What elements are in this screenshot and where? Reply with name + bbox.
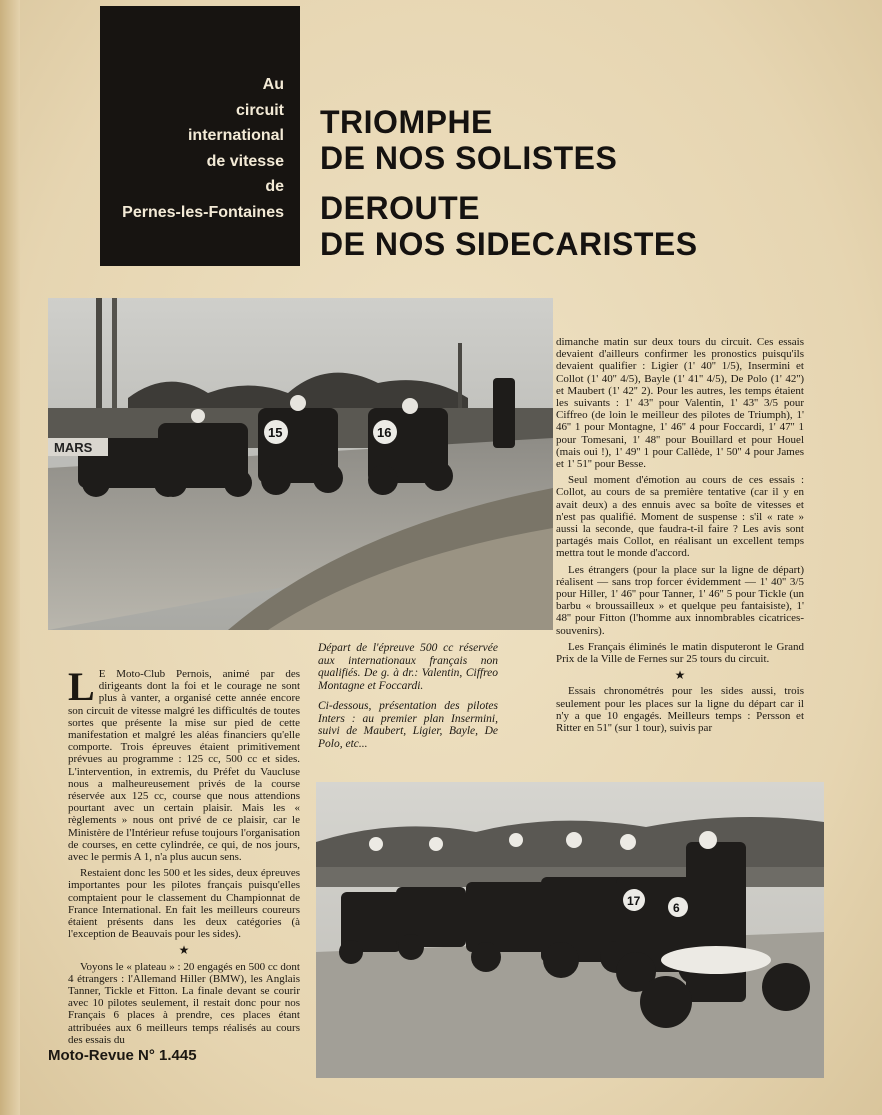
plate-label: 16: [377, 425, 392, 440]
article-paragraph: Voyons le « plateau » : 20 engagés en 500 cc dont 4 étrangers : l'Allemand Hiller (BMW), les Anglais Tanner, Tickle et Fitton. La finale devant se courir avec 10 pilotes seulement, il restait donc pour nos Français 6 places à prendre, ces places étant attribuées aux 6 meilleurs temps réalisés au cours des essais du: [68, 960, 300, 1046]
intro-box: [100, 6, 300, 266]
headline-line: DE NOS SOLISTES: [320, 140, 618, 176]
article-left-column: [68, 664, 300, 1050]
page-binding-edge: [0, 0, 20, 1115]
star-separator: ★: [178, 943, 190, 958]
intro-line: de: [265, 178, 284, 195]
page-footer: Moto-Revue N° 1.445: [48, 1047, 197, 1064]
intro-line: international: [187, 127, 284, 144]
article-paragraph: [68, 664, 300, 864]
riders-lineup-photo: [316, 782, 824, 1078]
article-paragraph: Les étrangers (pour la place sur la ligne de départ) réalisent — sans trop forcer évidemment — 1' 40'' 3/5 pour Hiller, 1' 46'' pour Tanner, 1' 46'' 5 pour Tickle (un barbu « broussailleux » et quelque peu fantaisiste), 1' 48'' pour Fitton (l'homme aux innombrables cicatrices-souvenirs).: [556, 563, 804, 637]
drop-cap: L: [68, 664, 95, 709]
article-paragraph: Les Français éliminés le matin disputeront le Grand Prix de la Ville de Fernes sur 25 tours du circuit.: [556, 640, 804, 666]
headline-line: TRIOMPHE: [320, 104, 493, 140]
headline-line: DEROUTE: [320, 190, 480, 226]
banner-text: MARS: [54, 440, 93, 455]
intro-line: Pernes-les-Fontaines: [122, 203, 284, 221]
intro-line: circuit: [235, 101, 284, 119]
article-paragraph: Restaient donc les 500 et les sides, deux épreuves importantes pour les pilotes français puisqu'elles comptaient pour le classement du Championnat de France International. En fait les meilleurs coureurs étaient présents dans les deux catégories (à l'exception de Beauvais pour les sides).: [68, 867, 300, 941]
caption-lower: Ci-dessous, présentation des pilotes Inters : au premier plan Insermini, suivi de Maubert, Ligier, Bayle, De Polo, etc...: [318, 700, 498, 750]
star-separator: ★: [674, 668, 686, 683]
plate-label: 6: [673, 901, 680, 915]
article-right-column: [556, 336, 804, 738]
plate-label: 15: [268, 425, 283, 440]
article-paragraph: Seul moment d'émotion au cours de ces essais : Collot, au cours de sa première tentative (car il y en avait deux) a des ennuis avec sa boîte de vitesses et n'est pas qualifié. Moment de suspense : s'il « rate » aussi la seconde, que faudra-t-il faire ? Les avis sont partagés mais Collot, en réalisant un excellent temps mettra tout le monde d'accord.: [556, 474, 804, 560]
intro-line: Au: [262, 76, 284, 93]
plate-label: 17: [627, 894, 641, 908]
caption-upper: Départ de l'épreuve 500 cc réservée aux internationaux français non qualifiés. De g. à dr.: Valentin, Ciffreo Montagne et Foccardi.: [318, 642, 498, 692]
headline-line: DE NOS SIDECARISTES: [320, 226, 698, 262]
intro-line: de vitesse: [206, 152, 284, 170]
race-start-photo: [48, 298, 553, 630]
headline: [320, 104, 860, 262]
article-paragraph: dimanche matin sur deux tours du circuit. Ces essais devaient d'ailleurs confirmer les pronostics puisqu'ils devaient qualifier : Ligier (1' 40'' 1/5), Insermini et Collot (1' 40'' 4/5), Bayle (1' 41'' 4/5), De Polo (1' 42'') et Maubert (1' 42'' 2). Pour les autres, les temps étaient les suivants : 1' 43'' pour Valentin, 1' 43'' 3/5 pour Ciffreo (de loin le meilleur des pilotes de Triumph), 1' 46'' 1 pour Montagne, 1' 46'' 4 pour Foccardi, 1' 47'' 1 pour Tomesani, 1' 48'' pour Bouillard et pour Houel (mais oui !), 1' 49'' 1 pour Callède, 1' 50'' 4 pour James et 1' 51'' pour Besse.: [556, 336, 804, 471]
photo-caption: [318, 642, 498, 758]
article-text: E Moto-Club Pernois, animé par des dirigeants dont la foi et le courage ne sont plus à vanter, a organisé cette année encore son circuit de vitesse malgré les difficultés de toutes sortes que présente la mise sur pied de cette manifestation et malgré les aléas financiers qu'elle comporte. Trois épreuves étaient primitivement prévues au programme : 125 cc, 500 cc et sides. L'intervention, in extremis, du Préfet du Vaucluse nous a malheureusement privés de la course réservée aux 125 cc, course que nous attendions pourtant avec un certain plaisir. Mais les « règlements » nous ont privé de ce plaisir, car le Ministère de l'Intérieur refuse toujours l'organisation de courses, en cette cylindrée, ce qui, de nos jours, avec le permis A 1, n'a plus aucun sens.: [68, 668, 300, 864]
article-paragraph: Essais chronométrés pour les sides aussi, trois seulement pour les places sur la ligne du départ car il n'y a que 10 engagés. Meilleurs temps : Persson et Ritter en 51'' (sur 1 tour), suivis par: [556, 685, 804, 735]
